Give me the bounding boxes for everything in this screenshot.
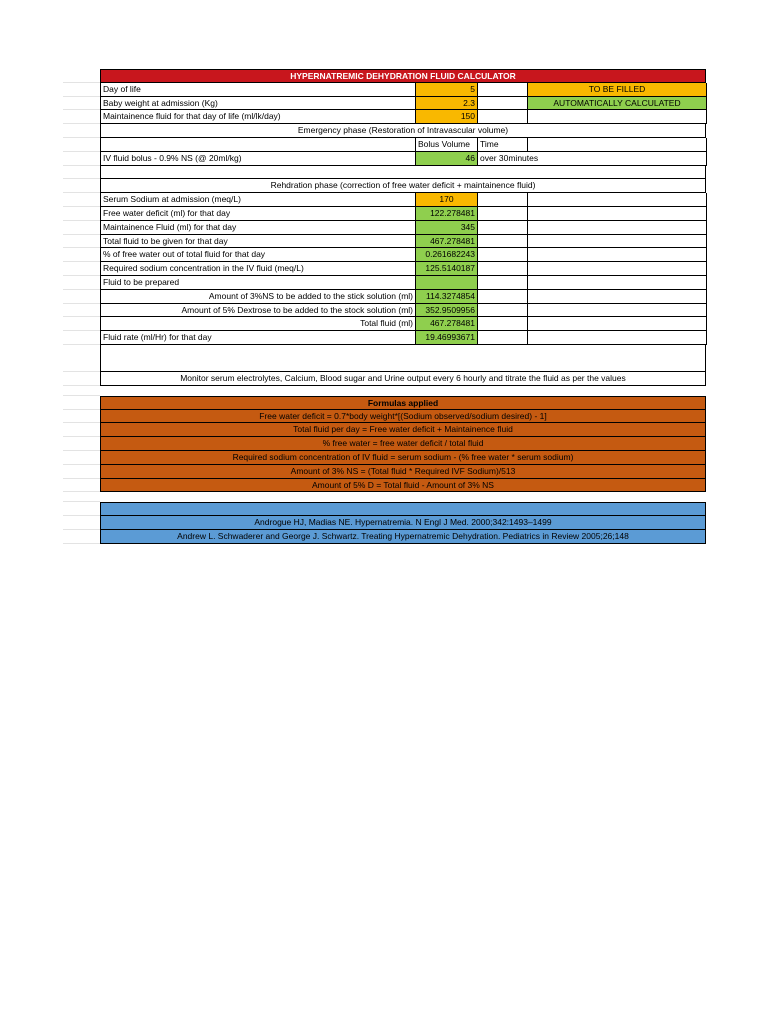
formula-item: Amount of 3% NS = (Total fluid * Required IVF Sodium)/513: [100, 465, 706, 479]
emergency-phase-heading: Emergency phase (Restoration of Intravascular volume): [100, 124, 706, 138]
title-row: [63, 69, 706, 83]
rehydration-row: [63, 262, 706, 276]
required-sodium-value: 125.5140187: [416, 262, 478, 276]
rehydration-row: [63, 221, 706, 235]
rehydration-row: [63, 235, 706, 249]
amount-3ns-label: Amount of 3%NS to be added to the stick solution (ml): [100, 290, 416, 304]
maintenance-fluid-day-label: Maintainence Fluid (ml) for that day: [100, 221, 416, 235]
amount-5d-value: 352.9509956: [416, 304, 478, 318]
formula-row: [63, 410, 706, 424]
amount-3ns-value: 114.3274854: [416, 290, 478, 304]
baby-weight-input[interactable]: 2.3: [416, 97, 478, 111]
reference-blank-row: [63, 502, 706, 516]
serum-sodium-input[interactable]: 170: [416, 193, 478, 207]
iv-bolus-value: 46: [416, 152, 478, 166]
calculator-title: HYPERNATREMIC DEHYDRATION FLUID CALCULATOR: [100, 69, 706, 83]
percent-free-water-value: 0.261682243: [416, 248, 478, 262]
fluid-to-be-prepared-label: Fluid to be prepared: [100, 276, 416, 290]
bolus-row: [63, 152, 706, 166]
rehydration-row: [63, 193, 706, 207]
prep-row: [63, 290, 706, 304]
formula-row: [63, 423, 706, 437]
required-sodium-label: Required sodium concentration in the IV fluid (meq/L): [100, 262, 416, 276]
legend-to-be-filled: TO BE FILLED: [528, 83, 707, 97]
formula-item: Amount of 5% D = Total fluid - Amount of 3% NS: [100, 479, 706, 493]
iv-bolus-label: IV fluid bolus - 0.9% NS (@ 20ml/kg): [100, 152, 416, 166]
baby-weight-label: Baby weight at admission (Kg): [100, 97, 416, 111]
prep-total-fluid-value: 467.278481: [416, 317, 478, 331]
prep-total-fluid-label: Total fluid (ml): [100, 317, 416, 331]
formula-row: [63, 479, 706, 493]
formula-item: Free water deficit = 0.7*body weight*[(Sodium observed/sodium desired) - 1]: [100, 410, 706, 424]
free-water-deficit-value: 122.278481: [416, 207, 478, 221]
day-of-life-label: Day of life: [100, 83, 416, 97]
legend-automatically-calculated: AUTOMATICALLY CALCULATED: [528, 97, 707, 111]
formula-row: [63, 451, 706, 465]
bolus-volume-header: Bolus Volume: [416, 138, 478, 152]
fluid-rate-row: [63, 331, 706, 345]
percent-free-water-label: % of free water out of total fluid for that day: [100, 248, 416, 262]
fluid-rate-label: Fluid rate (ml/Hr) for that day: [100, 331, 416, 345]
input-row-baby-weight: [63, 97, 706, 111]
prep-row: [63, 317, 706, 331]
serum-sodium-label: Serum Sodium at admission (meq/L): [100, 193, 416, 207]
formula-item: % free water = free water deficit / total fluid: [100, 437, 706, 451]
amount-5d-label: Amount of 5% Dextrose to be added to the stock solution (ml): [100, 304, 416, 318]
prep-row: [63, 304, 706, 318]
formulas-heading-row: [63, 396, 706, 410]
reference-row: [63, 530, 706, 544]
prep-heading-row: [63, 276, 706, 290]
reference-row: [63, 516, 706, 530]
maintenance-fluid-day-value: 345: [416, 221, 478, 235]
monitor-note: Monitor serum electrolytes, Calcium, Blood sugar and Urine output every 6 hourly and titrate the fluid as per the values: [100, 372, 706, 386]
rehydration-row: [63, 207, 706, 221]
monitor-note-row: [63, 372, 706, 386]
bolus-header-row: [63, 138, 706, 152]
maintenance-fluid-label: Maintainence fluid for that day of life (ml/lk/day): [100, 110, 416, 124]
rehydration-phase-heading: Rehdration phase (correction of free water deficit + maintainence fluid): [100, 179, 706, 193]
total-fluid-value: 467.278481: [416, 235, 478, 249]
time-header: Time: [478, 138, 528, 152]
total-fluid-label: Total fluid to be given for that day: [100, 235, 416, 249]
reference-item: Andrew L. Schwaderer and George J. Schwartz. Treating Hypernatremic Dehydration. Pediatrics in Review 2005;26;148: [100, 530, 706, 544]
iv-bolus-time: over 30minutes: [478, 152, 707, 166]
rehydration-heading-row: [63, 179, 706, 193]
fluid-rate-value: 19.46993671: [416, 331, 478, 345]
input-row-maintenance-fluid: [63, 110, 706, 124]
formula-item: Total fluid per day = Free water deficit + Maintainence fluid: [100, 423, 706, 437]
free-water-deficit-label: Free water deficit (ml) for that day: [100, 207, 416, 221]
spreadsheet: [63, 69, 706, 544]
formulas-heading: Formulas applied: [100, 396, 706, 410]
formula-item: Required sodium concentration of IV fluid = serum sodium - (% free water * serum sodium): [100, 451, 706, 465]
maintenance-fluid-input[interactable]: 150: [416, 110, 478, 124]
formula-row: [63, 465, 706, 479]
formula-row: [63, 437, 706, 451]
rehydration-row: [63, 248, 706, 262]
day-of-life-input[interactable]: 5: [416, 83, 478, 97]
reference-item: Androgue HJ, Madias NE. Hypernatremia. N Engl J Med. 2000;342:1493–1499: [100, 516, 706, 530]
input-row-day-of-life: [63, 83, 706, 97]
emergency-heading-row: [63, 124, 706, 138]
